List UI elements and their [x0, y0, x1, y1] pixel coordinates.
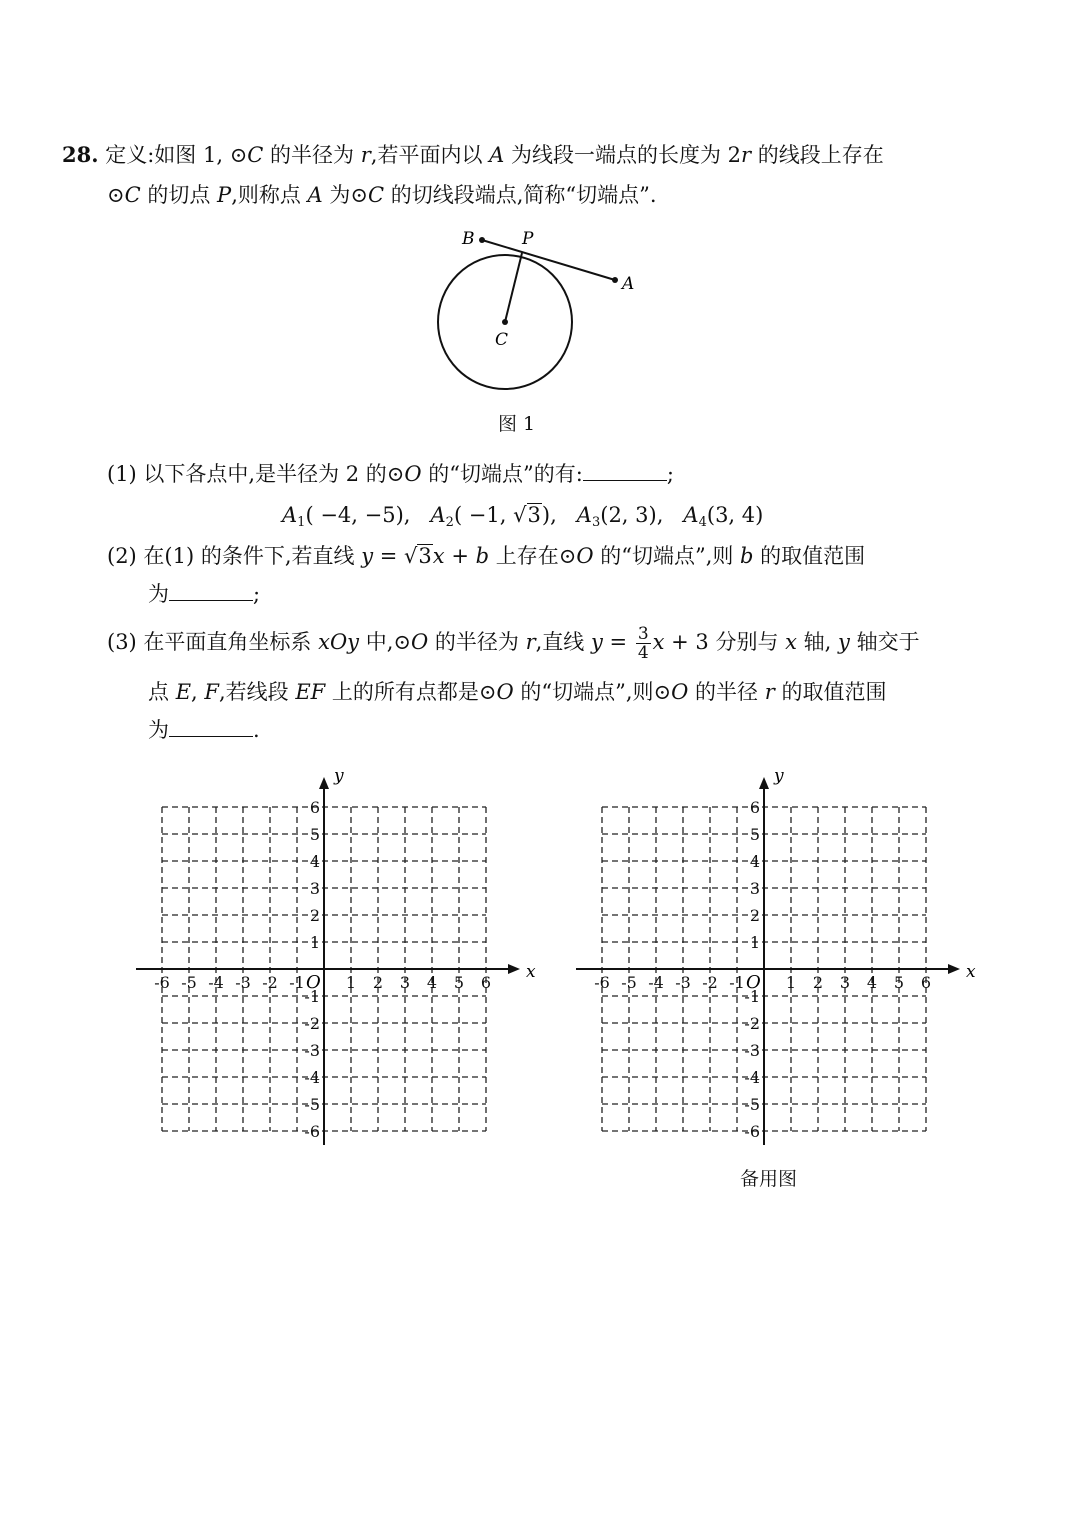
part-3-line-1: (3) 在平面直角坐标系 xOy 中,⊙O 的半径为 r,直线 y = $\frac{3}{4}$ x + 3 分别与 x 轴, y 轴交于: [107, 624, 920, 663]
spare-grid-y-tick-label: -2: [744, 1014, 760, 1033]
spare-grid-y-tick-label: 2: [749, 906, 760, 925]
spare-grid-x-axis-label: x: [966, 962, 976, 982]
answer-blank-2[interactable]: [169, 578, 253, 601]
part-2-line-2: 为 ;: [148, 578, 260, 609]
label-c: C: [495, 330, 509, 350]
answer-blank-1[interactable]: [583, 458, 667, 481]
main-grid-y-tick-label: 3: [309, 879, 320, 898]
main-grid-y-tick-label: -2: [304, 1014, 320, 1033]
spare-grid-y-tick-label: -4: [744, 1068, 760, 1087]
main-grid-origin-label: O: [306, 972, 321, 993]
point-c: [502, 319, 508, 325]
main-grid-y-tick-label: -3: [304, 1041, 320, 1060]
main-grid-y-tick-label: 1: [309, 933, 320, 952]
label-p: P: [522, 229, 534, 249]
spare-grid-y-tick-label: -6: [744, 1122, 760, 1141]
spare-grid-y-tick-label: 6: [749, 798, 760, 817]
segment-ba: [482, 240, 615, 280]
main-grid-x-axis-label: x: [526, 962, 536, 982]
spare-grid-y-tick-label: 5: [749, 825, 760, 844]
point-b: [479, 237, 485, 243]
part-3-line-3: 为 .: [148, 714, 260, 745]
part-2-line-1: (2) 在(1) 的条件下,若直线 y = √3x + b 上存在⊙O 的“切端点”,则 b 的取值范围: [107, 544, 866, 568]
main-grid-y-tick-label: 2: [309, 906, 320, 925]
main-grid-y-axis-label: y: [334, 766, 344, 786]
part-3-line-2: 点 E, F,若线段 EF 上的所有点都是⊙O 的“切端点”,则⊙O 的半径 r 的取值范围: [148, 680, 887, 704]
spare-grid-y-tick-label: -5: [744, 1095, 760, 1114]
coordinate-grid-main: [120, 760, 540, 1150]
spare-grid-x-tick-label: 4: [866, 973, 878, 992]
spare-grid-y-tick-label: 4: [749, 852, 760, 871]
main-grid-y-tick-label: -4: [304, 1068, 320, 1087]
fraction-3-4: $\frac{3}{4}$: [637, 624, 649, 663]
spare-grid-y-tick-label: 1: [749, 933, 760, 952]
spare-grid-x-tick-label: 1: [785, 973, 797, 992]
point-a1: $A_1( -4$, −5),: [282, 503, 411, 530]
spare-grid-x-tick-label: -1: [729, 973, 745, 992]
spare-grid-origin-label: O: [746, 972, 761, 993]
spare-grid-x-tick-label: -6: [594, 973, 610, 992]
definition-line-1: 28. 定义:如图 1, ⊙C 的半径为 r,若平面内以 A 为线段一端点的长度为 2r 的线段上存在: [62, 142, 884, 167]
main-grid-y-tick-label: 4: [309, 852, 320, 871]
spare-grid-caption: 备用图: [740, 1168, 798, 1190]
main-grid-x-tick-label: -3: [235, 973, 251, 992]
main-grid-x-tick-label: 6: [480, 973, 492, 992]
problem-number: 28.: [62, 142, 99, 167]
main-grid-x-tick-label: 2: [372, 973, 384, 992]
part-1-line: (1) 以下各点中,是半径为 2 的⊙O 的“切端点”的有: ;: [107, 458, 674, 489]
main-grid-x-tick-label: -4: [208, 973, 224, 992]
main-grid-x-tick-label: 3: [399, 973, 411, 992]
point-a3: $A_3(2$, 3),: [576, 503, 664, 530]
spare-grid-x-tick-label: -4: [648, 973, 664, 992]
spare-grid-y-arrow-icon: [759, 777, 769, 789]
main-grid-y-tick-label: -1: [304, 987, 320, 1006]
main-grid-x-tick-label: 5: [453, 973, 465, 992]
definition-line-2: ⊙C 的切点 P,则称点 A 为⊙C 的切线段端点,简称“切端点”.: [107, 183, 657, 207]
main-grid-y-tick-label: 5: [309, 825, 320, 844]
spare-grid-x-tick-label: 6: [920, 973, 932, 992]
main-grid-x-tick-label: -6: [154, 973, 170, 992]
main-grid-y-arrow-icon: [319, 777, 329, 789]
main-grid-y-tick-label: -6: [304, 1122, 320, 1141]
point-a2: $A_2( -1$, √3),: [430, 503, 557, 530]
spare-grid-x-tick-label: 3: [839, 973, 851, 992]
label-a: A: [622, 274, 635, 294]
main-grid-x-tick-label: 1: [345, 973, 357, 992]
main-grid-y-tick-label: -5: [304, 1095, 320, 1114]
answer-blank-3[interactable]: [169, 714, 253, 737]
spare-grid-y-tick-label: 3: [749, 879, 760, 898]
spare-grid-y-tick-label: -1: [744, 987, 760, 1006]
spare-grid-x-tick-label: 2: [812, 973, 824, 992]
spare-grid-x-tick-label: -5: [621, 973, 637, 992]
spare-grid-x-tick-label: -2: [702, 973, 718, 992]
spare-grid-y-tick-label: -3: [744, 1041, 760, 1060]
radius-cp: [505, 253, 522, 322]
figure-1: [420, 220, 660, 400]
point-a: [612, 277, 618, 283]
main-grid-x-tick-label: -5: [181, 973, 197, 992]
spare-grid-x-tick-label: -3: [675, 973, 691, 992]
figure-1-caption: 图 1: [498, 413, 536, 435]
main-grid-x-tick-label: 4: [426, 973, 438, 992]
coordinate-grid-spare: [560, 760, 980, 1150]
main-grid-y-tick-label: 6: [309, 798, 320, 817]
spare-grid-x-tick-label: 5: [893, 973, 905, 992]
candidate-points: [282, 500, 763, 538]
spare-grid-y-axis-label: y: [774, 766, 784, 786]
main-grid-x-tick-label: -1: [289, 973, 305, 992]
main-grid-x-arrow-icon: [508, 964, 520, 974]
spare-grid-x-arrow-icon: [948, 964, 960, 974]
label-b: B: [462, 229, 475, 249]
point-a4: $A_4(3$, 4): [683, 503, 764, 530]
main-grid-x-tick-label: -2: [262, 973, 278, 992]
